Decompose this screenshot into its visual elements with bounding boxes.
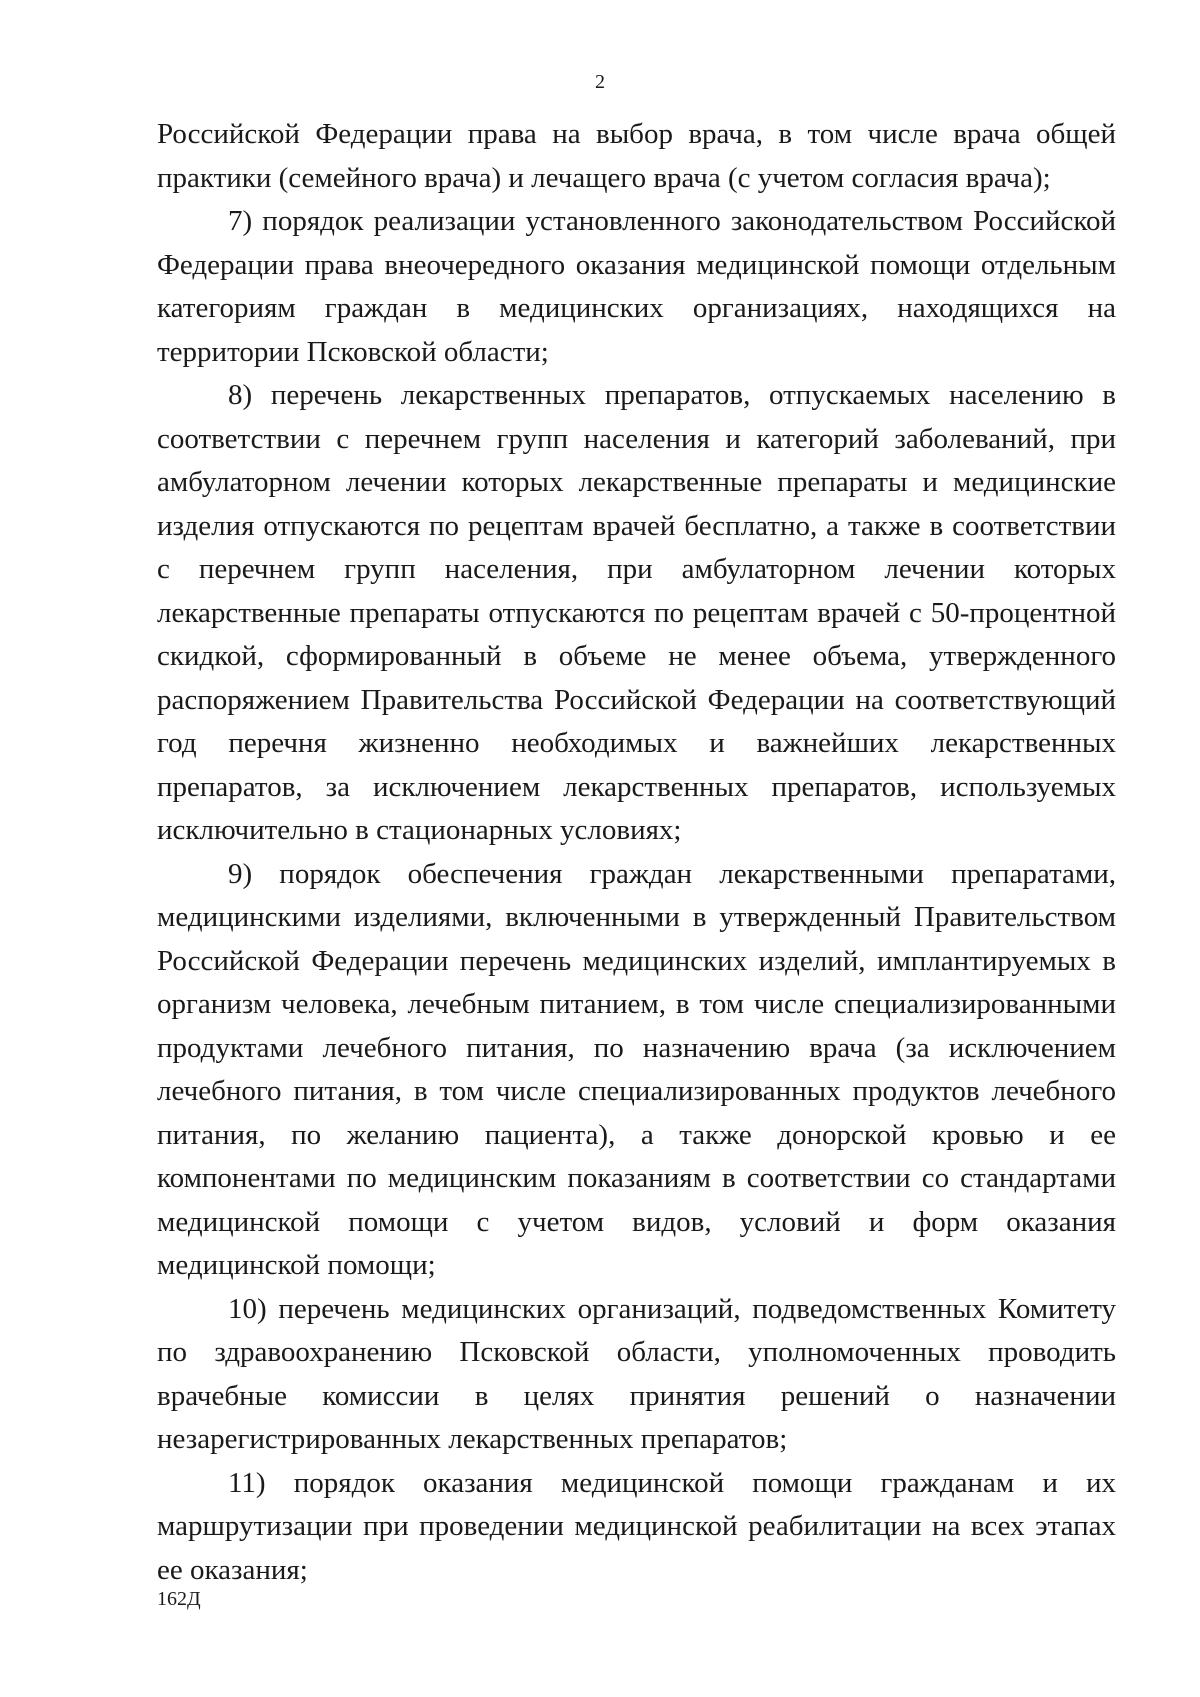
document-code: 162Д [157,1588,201,1610]
list-item-11: 11) порядок оказания медицинской помощи гражданам и их маршрутизации при проведении медицинской реабилитации на всех этапах ее оказания; [157,1466,1116,1586]
list-item-7: 7) порядок реализации установленного законодательством Российской Федерации права внеочередного оказания медицинской помощи отдельным категориям граждан в медицинских организациях, находящихся на территории Псковской области; [157,205,1116,368]
paragraph-continuation: Российской Федерации права на выбор врача, в том числе врача общей практики (семейного врача) и лечащего врача (с учетом согласия врача); [157,118,1116,194]
list-item-10: 10) перечень медицинских организаций, подведомственных Комитету по здравоохранению Псковской области, уполномоченных проводить врачебные комиссии в целях принятия решений о назначении незарегистрированных лекарственных препаратов; [157,1292,1116,1455]
page-number: 2 [595,71,605,93]
list-item-9: 9) порядок обеспечения граждан лекарственными препаратами, медицинскими изделиями, включенными в утвержденный Правительством Российской Федерации перечень медицинских изделий, имплантируемых в организм человека, лечебным питанием, в том числе специализированными продуктами лечебного питания, по назначению врача (за исключением лечебного питания, в том числе специализированных продуктов лечебного питания, по желанию пациента), а также донорской кровью и ее компонентами по медицинским показаниям в соответствии со стандартами медицинской помощи с учетом видов, условий и форм оказания медицинской помощи; [157,857,1116,1281]
list-item-8: 8) перечень лекарственных препаратов, отпускаемых населению в соответствии с перечнем групп населения и категорий заболеваний, при амбулаторном лечении которых лекарственные препараты и медицинские изделия отпускаются по рецептам врачей бесплатно, а также в соответствии с перечнем групп населения, при амбулаторном лечении которых лекарственные препараты отпускаются по рецептам врачей с 50-процентной скидкой, сформированный в объеме не менее объема, утвержденного распоряжением Правительства Российской Федерации на соответствующий год перечня жизненно необходимых и важнейших лекарственных препаратов, за исключением лекарственных препаратов, используемых исключительно в стационарных условиях; [157,379,1116,846]
document-body [157,113,1116,1592]
